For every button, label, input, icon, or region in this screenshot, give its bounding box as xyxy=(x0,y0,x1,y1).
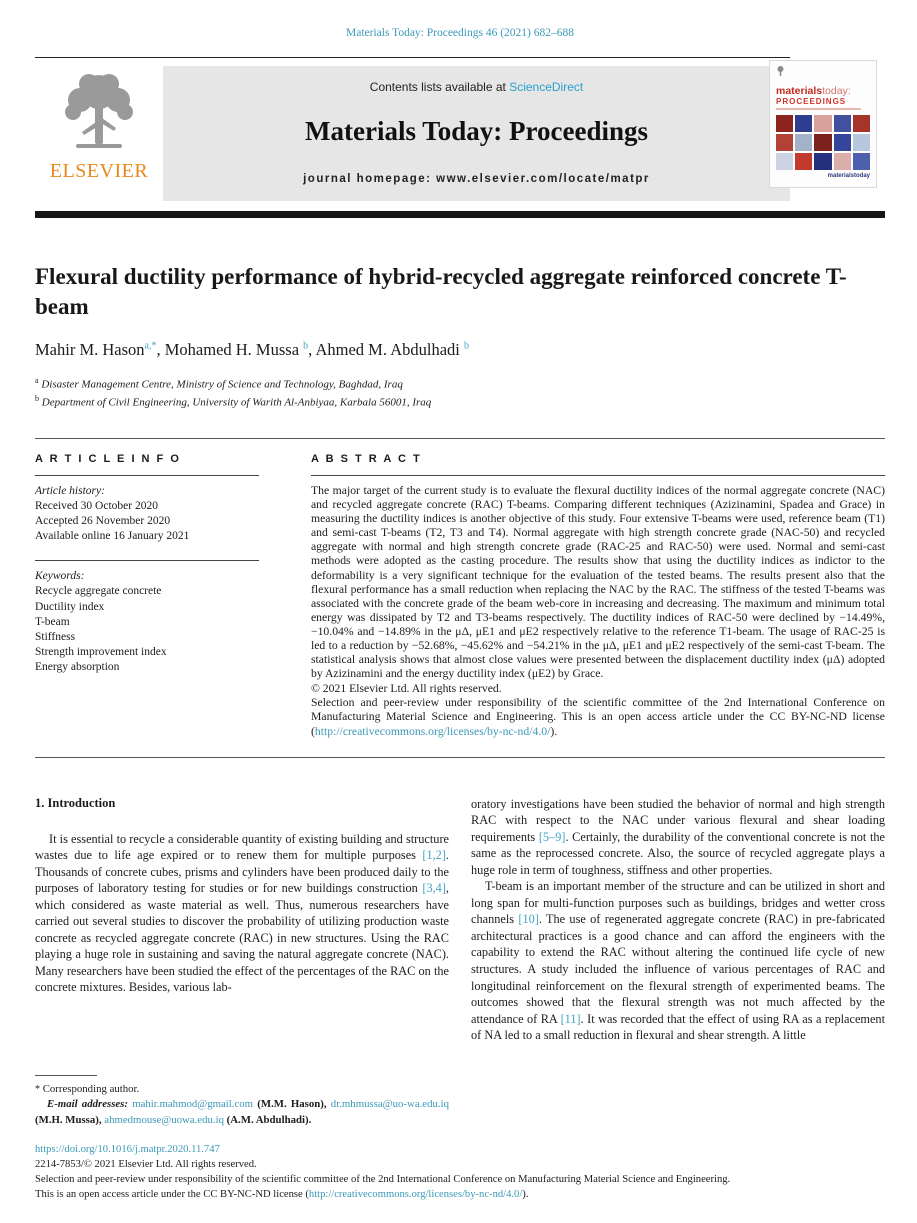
section-divider xyxy=(35,438,885,439)
journal-cover-thumbnail xyxy=(769,60,877,188)
body-columns xyxy=(35,796,885,1128)
license-text: ). xyxy=(522,1188,529,1200)
intro-paragraph: T-beam is an important member of the structure and can be utilized in short and long span for multi-function purposes such as buildings, bridges and wetter cross channels [10]. The use of regenerated aggregate concrete (RAC) in pre-fabricated architectural practices is a good chance and can afford the engineers with the capability to extend the RAC without altering the continued life cycle of new structures. A study included the influence of various percentages of RAC and longitudinal reinforcement on the flexural strength of experimented beams. The outcomes showed that the flexural strength was not much affected by the attendance of RA [11]. It was recorded that the effect of using RA as a replacement of NA led to a small reduction in flexural and shear strength. A little xyxy=(471,879,885,1043)
abstract-body: The major target of the current study is to evaluate the flexural ductility indices of the normal aggregate concrete (NAC) and recycled aggregate concrete (RAC) T-beams. Comparing different techniques (Azizinamini, Spadea and Grace) in measuring the ductility indices is another objective of this study. Four extensive T-beams were used, reference beam (T1) and semi-cast T-beams (T2, T3 and T4). Normal aggregate with high strength concrete grade (NAC-50) and recycled aggregate with normal and high strength concrete grade (RAC-25 and RAC-50) were used. Normal and semi-cast methods were adopted as the casting procedure. The results show that using the ductility indices as indictor to the deformability is a very significant technique for the evaluation of the tested beams. The results present also that the flexural performance has a small reduction when replacing the NAC by the RAC. The stiffness of the tested T-beams was associated with the concrete grade of the beam web-core in increasing and decreasing. The maximum and minimum total energy was dissipated by T2 and T3-beams respectively. The ductility indices of RAC-50 were declined by −14.49%, −10.04% and −14.89% in the μΔ, μE1 and μE2 respectively relative to the reference T1-beam. The usage of RAC-25 is led to a reduction by −52.68%, −45.62% and −54.21% in the μΔ, μE1 and μE2 respectively of the semi-cast T-beam. The statistical analysis shows that almost close values were presented between the displacement ductility index (μΔ) adopted by Azizinamini and the energy ductility index (μE2) by Grace. xyxy=(311,483,885,681)
masthead-divider-bar xyxy=(35,211,885,218)
keywords-label: Keywords: xyxy=(35,570,85,583)
affiliation-marker: a xyxy=(35,375,39,385)
affiliation-text: Department of Civil Engineering, University of Warith Al-Anbiyaa, Karbala 56001, Iraq xyxy=(39,397,432,410)
masthead-banner xyxy=(163,66,790,201)
abstract-selection-note xyxy=(311,696,885,738)
affiliation-line xyxy=(35,393,885,412)
cover-brand-today: today: xyxy=(822,85,851,97)
license-link[interactable]: http://creativecommons.org/licenses/by-nc-nd/4.0/ xyxy=(308,1188,523,1200)
keyword-item: T-beam xyxy=(35,615,70,628)
citation-ref[interactable]: [1,2] xyxy=(422,848,446,863)
abstract-heading: A B S T R A C T xyxy=(311,452,422,465)
cover-proceedings: PROCEEDINGS xyxy=(776,97,847,106)
keywords-rule xyxy=(35,560,259,561)
citation-ref[interactable]: [5–9] xyxy=(538,829,566,844)
footer-license-line xyxy=(35,1187,885,1202)
cover-brand-materials: materials xyxy=(776,85,823,97)
author-list xyxy=(35,340,885,360)
contents-line xyxy=(173,80,780,94)
author-affil-marker[interactable]: b xyxy=(463,340,469,352)
homepage-label: journal homepage: xyxy=(303,173,437,185)
article-title: Flexural ductility performance of hybrid-recycled aggregate reinforced concrete T-beam xyxy=(35,264,847,319)
selection-text: ). xyxy=(550,724,558,738)
author-affil-marker[interactable]: a,* xyxy=(144,340,157,352)
doi-link[interactable]: https://doi.org/10.1016/j.matpr.2020.11.747 xyxy=(35,1143,220,1155)
citation-ref[interactable]: [3,4] xyxy=(422,881,446,896)
elsevier-wordmark: ELSEVIER xyxy=(49,160,149,182)
elsevier-tree-icon xyxy=(56,70,142,158)
corresponding-author-note xyxy=(35,1082,449,1097)
author-separator: , xyxy=(308,339,316,359)
history-label: Article history: xyxy=(35,484,105,497)
email-owner: (A.M. Abdulhadi). xyxy=(223,1113,312,1126)
author-name: Mahir M. Hason xyxy=(35,339,145,359)
affiliation-line xyxy=(35,375,885,394)
keywords-block xyxy=(35,560,283,675)
keyword-item: Recycle aggregate concrete xyxy=(35,585,162,598)
affiliations xyxy=(35,375,885,412)
cover-image-grid xyxy=(776,115,870,170)
sciencedirect-link[interactable]: ScienceDirect xyxy=(509,80,584,94)
issn-copyright-line: 2214-7853/© 2021 Elsevier Ltd. All rights reserved. xyxy=(35,1158,257,1170)
email-addresses xyxy=(35,1097,449,1127)
email-link[interactable]: ahmedmouse@uowa.edu.iq xyxy=(104,1113,224,1126)
elsevier-logo xyxy=(35,58,163,211)
keyword-item: Ductility index xyxy=(35,600,105,613)
license-link[interactable]: http://creativecommons.org/licenses/by-nc-nd/4.0/ xyxy=(314,724,551,738)
selection-text: Selection and peer-review under responsibility of the scientific committee of the 2nd International Conference on Manufacturing Material Science and Engineering. This is an open access article under the CC BY-NC-ND license ( xyxy=(311,696,885,738)
email-link[interactable]: dr.mhmussa@uo-wa.edu.iq xyxy=(330,1098,449,1111)
citation-ref[interactable]: [11] xyxy=(560,1011,581,1026)
page-footer xyxy=(35,1142,885,1202)
footnote-block xyxy=(35,1075,449,1127)
abstract-copyright: © 2021 Elsevier Ltd. All rights reserved. xyxy=(311,682,502,696)
history-received: Received 30 October 2020 xyxy=(35,499,158,512)
section-divider xyxy=(35,757,885,758)
intro-paragraph: It is essential to recycle a considerable quantity of existing building and structure wastes due to life age expired or to renew them for multiple purposes [1,2]. Thousands of concrete cubes, prisms and cylinders have been produced daily to the purposes of laboratory testing for studies or for new buildings construction [3,4], which considered as waste material as well. Thus, numerous researchers have carried out several studies to discover the probability of utilizing production waste concrete as recycled aggregate concrete (RAC) in new structures. Using the RAC playing a huge role in sustaining and saving the natural aggregate concrete (NAC). Many researchers have been studied the effect of the percentages of the RAC on the concrete mixtures. Besides, various lab- xyxy=(35,831,449,995)
email-label: E-mail addresses: xyxy=(47,1098,128,1111)
email-link[interactable]: mahir.mahmod@gmail.com xyxy=(127,1098,254,1111)
author-name: Mohamed H. Mussa xyxy=(164,339,300,359)
affiliation-marker: b xyxy=(35,394,39,404)
footer-selection-line: Selection and peer-review under responsibility of the scientific committee of the 2nd International Conference on Manufacturing Material Science and Engineering. xyxy=(35,1173,731,1185)
cover-brand xyxy=(776,85,870,96)
history-available: Available online 16 January 2021 xyxy=(35,530,190,543)
intro-paragraph: oratory investigations have been studied the behavior of normal and high strength RAC with respect to the NAC under various flexural and shear loading requirements [5–9]. Certainly, the durability of the conventional concrete is not the same as the reprocessed concrete. Also, the source of recycled aggregate plays a huge role in term of toughness, stiffness and other properties. xyxy=(471,796,885,877)
keyword-item: Stiffness xyxy=(35,630,76,643)
corresponding-text: Corresponding author. xyxy=(40,1083,140,1096)
citation-ref[interactable]: [10] xyxy=(518,912,539,927)
email-owner: (M.H. Mussa), xyxy=(35,1113,105,1126)
keyword-item: Energy absorption xyxy=(35,661,120,674)
history-accepted: Accepted 26 November 2020 xyxy=(35,515,171,528)
journal-masthead xyxy=(35,57,885,218)
left-column xyxy=(35,796,449,1128)
email-owner: (M.M. Hason), xyxy=(253,1098,331,1111)
introduction-heading: 1. Introduction xyxy=(35,795,116,810)
footnote-rule xyxy=(35,1075,97,1076)
heading-rule xyxy=(35,475,259,476)
abstract-column xyxy=(311,453,885,739)
contents-prefix: Contents lists available at xyxy=(369,80,510,94)
affiliation-text: Disaster Management Centre, Ministry of Science and Technology, Baghdad, Iraq xyxy=(38,378,403,391)
homepage-url-link[interactable]: www.elsevier.com/locate/matpr xyxy=(436,173,650,185)
article-info-heading: A R T I C L E I N F O xyxy=(35,452,181,465)
article-info-column xyxy=(35,453,283,739)
journal-citation: Materials Today: Proceedings 46 (2021) 682–688 xyxy=(346,27,574,39)
heading-rule xyxy=(311,475,885,476)
right-column xyxy=(471,796,885,1128)
journal-title: Materials Today: Proceedings xyxy=(305,116,648,146)
cover-tree-icon xyxy=(776,66,870,79)
keyword-item: Strength improvement index xyxy=(35,646,167,659)
author-name: Ahmed M. Abdulhadi xyxy=(315,339,460,359)
asterisk-marker: * xyxy=(35,1084,40,1096)
author-separator: , xyxy=(156,339,165,359)
author-affil-marker[interactable]: b xyxy=(303,340,309,352)
homepage-line xyxy=(173,173,780,185)
license-text: This is an open access article under the CC BY-NC-ND license ( xyxy=(35,1188,309,1200)
cover-footer-text: materialstoday xyxy=(827,173,870,179)
cover-subtitle-line xyxy=(776,108,861,110)
info-abstract-section xyxy=(35,453,885,739)
